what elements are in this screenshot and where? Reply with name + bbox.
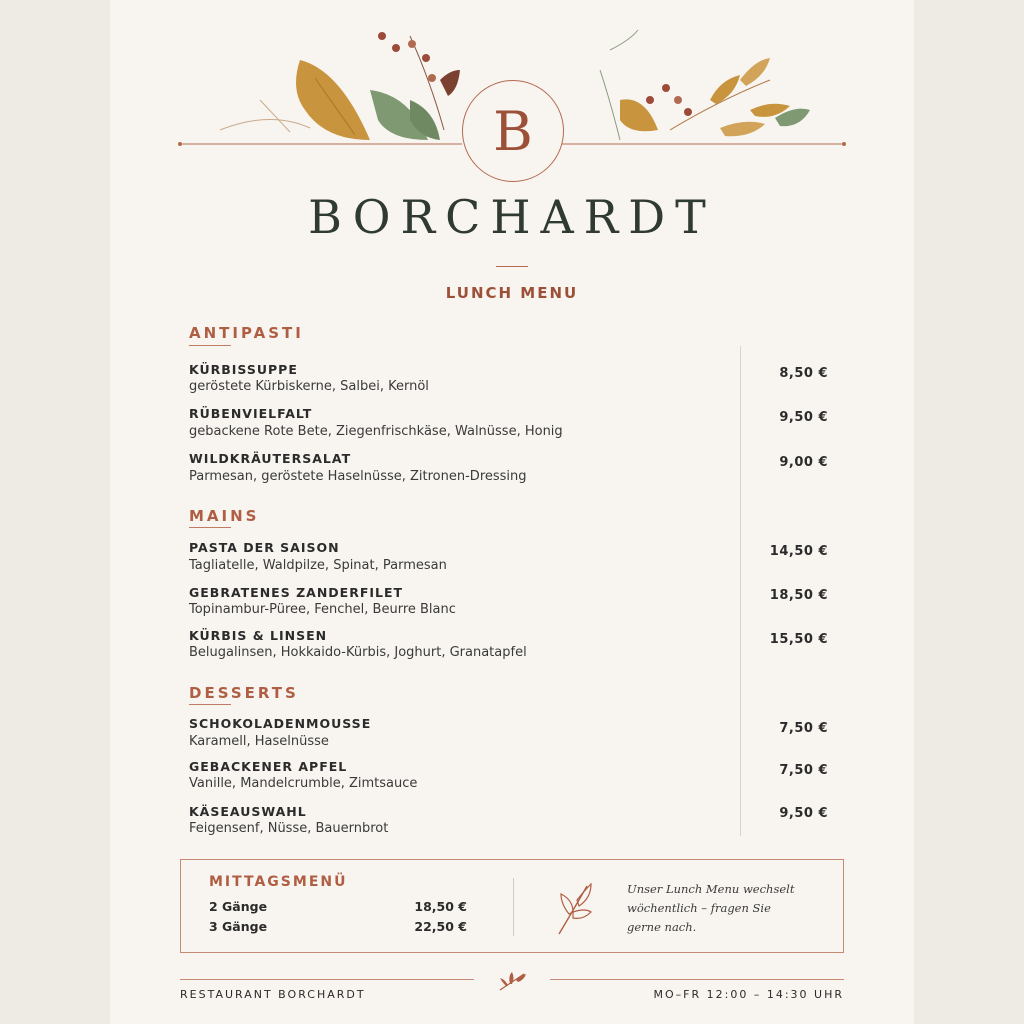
menu-item-price: 9,00 € <box>779 455 828 470</box>
menu-item-description: gebackene Rote Bete, Ziegenfrischkäse, Walnüsse, Honig <box>189 424 563 439</box>
menu-item-description: Topinambur-Püree, Fenchel, Beurre Blanc <box>189 602 456 617</box>
menu-page <box>110 0 914 1024</box>
section-divider <box>189 527 231 528</box>
course-price: 18,50 € <box>414 899 467 914</box>
menu-item-name: KÜRBISSUPPE <box>189 362 298 377</box>
section-divider <box>189 345 231 346</box>
menu-item-description: Belugalinsen, Hokkaido-Kürbis, Joghurt, Granatapfel <box>189 645 527 660</box>
title-divider <box>496 266 528 267</box>
menu-item-price: 18,50 € <box>769 588 828 603</box>
lunch-deal-box <box>180 859 844 953</box>
course-label: 2 Gänge <box>209 899 268 914</box>
page-title: BORCHARDT <box>308 190 716 244</box>
menu-item-description: Karamell, Haselnüsse <box>189 734 329 749</box>
course-price: 22,50 € <box>414 919 467 934</box>
section-title-mains: MAINS <box>189 507 260 525</box>
menu-item-description: Tagliatelle, Waldpilze, Spinat, Parmesan <box>189 558 447 573</box>
menu-item-description: Feigensenf, Nüsse, Bauernbrot <box>189 821 389 836</box>
menu-item-description: geröstete Kürbiskerne, Salbei, Kernöl <box>189 379 429 394</box>
box-divider <box>513 878 514 936</box>
lunch-deal-title: MITTAGSMENÜ <box>209 874 348 890</box>
footer-divider <box>550 979 844 980</box>
lunch-note: Unser Lunch Menu wechselt wöchentlich – fragen Sie gerne nach. <box>627 882 795 934</box>
section-title-antipasti: ANTIPASTI <box>189 324 304 342</box>
menu-item-price: 14,50 € <box>769 544 828 559</box>
menu-item-name: RÜBENVIELFALT <box>189 406 313 421</box>
menu-item-price: 7,50 € <box>779 763 828 778</box>
price-column-divider <box>740 346 741 836</box>
leaf-icon <box>551 878 599 938</box>
menu-item-name: GEBRATENES ZANDERFILET <box>189 585 404 600</box>
menu-item-name: KÜRBIS & LINSEN <box>189 628 328 643</box>
section-title-desserts: DESSERTS <box>189 684 299 702</box>
menu-item-price: 9,50 € <box>779 806 828 821</box>
footer-opening-hours: MO–FR 12:00 – 14:30 UHR <box>653 988 844 1001</box>
menu-item-name: SCHOKOLADENMOUSSE <box>189 716 372 731</box>
footer-restaurant-name: RESTAURANT BORCHARDT <box>180 988 366 1001</box>
menu-item-name: GEBACKENER APFEL <box>189 759 348 774</box>
menu-item-name: PASTA DER SAISON <box>189 540 340 555</box>
menu-item-price: 7,50 € <box>779 721 828 736</box>
menu-item-name: WILDKRÄUTERSALAT <box>189 451 352 466</box>
section-divider <box>189 704 231 705</box>
menu-item-description: Vanille, Mandelcrumble, Zimtsauce <box>189 776 418 791</box>
menu-item-price: 9,50 € <box>779 410 828 425</box>
menu-item-description: Parmesan, geröstete Haselnüsse, Zitronen-Dressing <box>189 469 527 484</box>
monogram-logo: B <box>462 80 564 182</box>
menu-item-price: 8,50 € <box>779 366 828 381</box>
sprig-icon <box>496 968 528 994</box>
footer-divider <box>180 979 474 980</box>
course-label: 3 Gänge <box>209 919 268 934</box>
menu-item-price: 15,50 € <box>769 632 828 647</box>
menu-item-name: KÄSEAUSWAHL <box>189 804 307 819</box>
page-subtitle: LUNCH MENU <box>445 284 579 302</box>
